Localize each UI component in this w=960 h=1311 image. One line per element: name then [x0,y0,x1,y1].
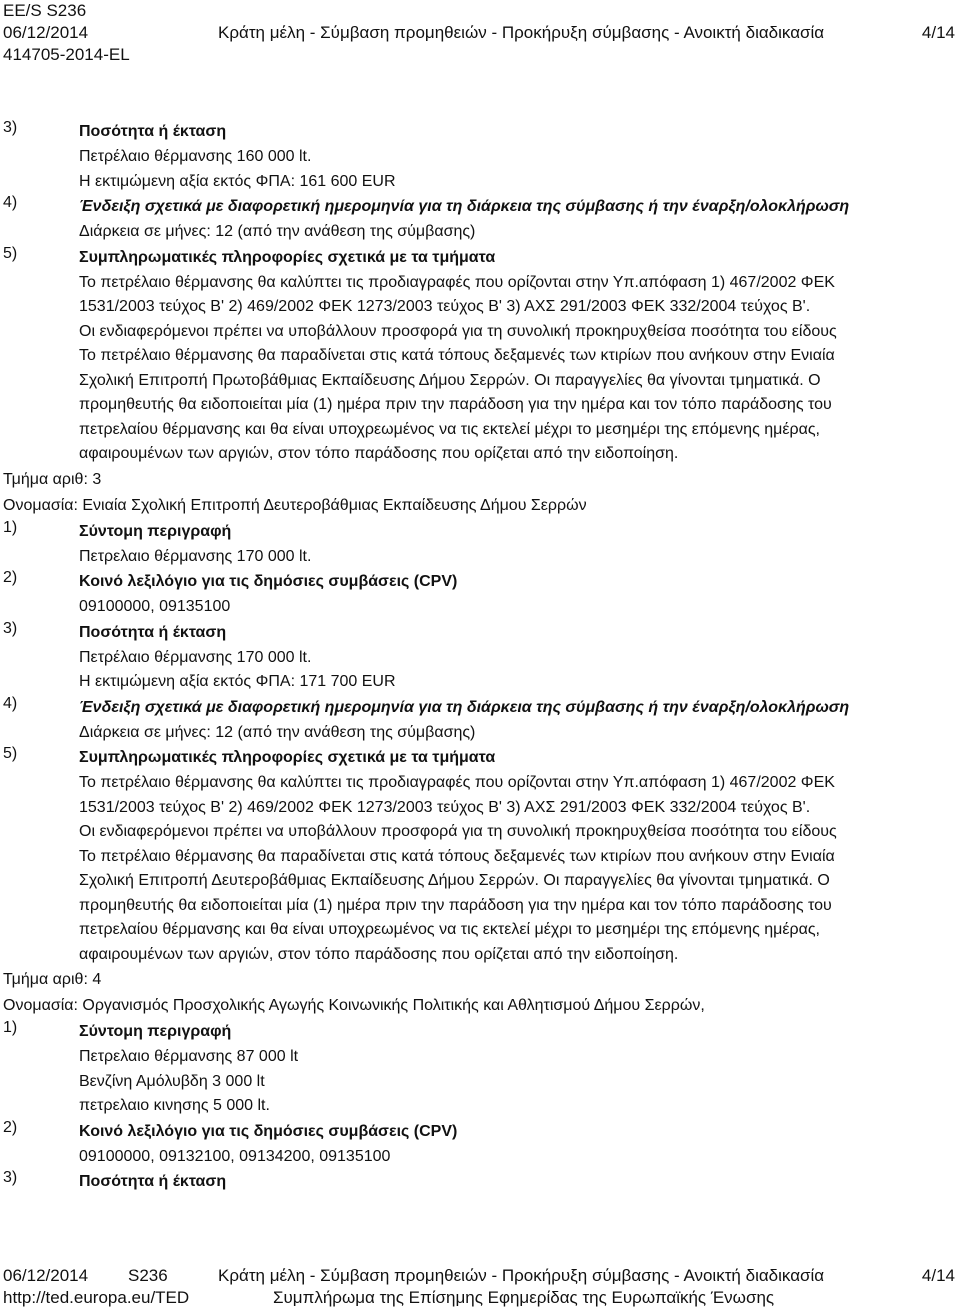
section-line: Το πετρέλαιο θέρμανσης θα καλύπτει τις προδιαγραφές που ορίζονται στην Υπ.απόφαση 1) 467/2002 ΦΕΚ [79,273,835,291]
section-line: Οι ενδιαφερόμενοι πρέπει να υποβάλλουν προσφορά για τη συνολική προκηρυχθείσα ποσότητα του είδους [79,823,837,840]
lot4-quantity-section [3,1169,957,1195]
section-line: 1531/2003 τεύχος Β' 2) 469/2002 ΦΕΚ 1273/2003 τεύχος Β' 3) ΑΧΣ 291/2003 ΦΕΚ 332/2004 τεύχος Β'. [79,798,811,816]
section-title: Ένδειξη σχετικά με διαφορετική ημερομηνία για τη διάρκεια της σύμβασης ή την έναρξη/ολοκλήρωση [79,698,850,716]
section-number: 2) [3,1118,18,1136]
lot3-additional-info-section [3,745,957,967]
header-line-1 [3,0,957,22]
section-line: Το πετρέλαιο θέρμανσης θα παραδίνεται στις κατά τόπους δεξαμενές των κτιρίων που ανήκουν στην Ενιαία [79,847,835,865]
header-title: Κράτη μέλη - Σύμβαση προμηθειών - Προκήρυξη σύμβασης - Ανοικτή διαδικασία [218,23,825,42]
section-title: Ποσότητα ή έκταση [79,623,227,641]
section-number: 5) [3,745,18,762]
lot3-short-description-section [3,519,957,570]
section-line: αφαιρουμένων των αργιών, στον τόπο παράδοσης που ορίζεται από την ειδοποίηση. [79,445,679,462]
section-line: πετρελαίου θέρμανσης και θα είναι υποχρεωμένος να τις εκτελεί μέχρι το μεσημέρι της επόμενης ημέρας, [79,921,820,938]
section-number: 1) [3,1019,18,1036]
lot3-cpv-section [3,569,957,620]
lot2-quantity-section [3,119,957,194]
journal-id: EE/S S236 [3,1,87,20]
section-number: 5) [3,244,18,262]
section-number: 2) [3,569,18,586]
footer-series: S236 [128,1266,168,1285]
header-page-number: 4/14 [921,23,955,42]
notice-reference: 414705-2014-EL [3,45,130,64]
section-line: 09100000, 09135100 [79,598,231,615]
section-number: 3) [3,119,18,136]
footer-title: Κράτη μέλη - Σύμβαση προμηθειών - Προκήρυξη σύμβασης - Ανοικτή διαδικασία [218,1266,825,1285]
section-line: Οι ενδιαφερόμενοι πρέπει να υποβάλλουν προσφορά για τη συνολική προκηρυχθείσα ποσότητα του είδους [79,322,837,340]
section-line: Πετρελαιο θέρμανσης 170 000 lt. [79,547,312,565]
section-line: Σχολική Επιτροπή Πρωτοβάθμιας Εκπαίδευσης Δήμου Σερρών. Οι παραγγελίες θα γίνονται τμηματικά. Ο [79,371,821,389]
section-number: 4) [3,194,18,211]
footer-page-number: 4/14 [921,1266,955,1285]
section-title: Σύντομη περιγραφή [79,1023,232,1040]
lot4-heading: Τμήμα αριθ: 4 [3,971,102,988]
lot2-duration-section [3,194,957,245]
lot3-duration-section [3,695,957,746]
section-line: Πετρέλαιο θέρμανσης 160 000 lt. [79,148,312,165]
lot3-name: Ονομασία: Ενιαία Σχολική Επιτροπή Δευτεροβάθμιας Εκπαίδευσης Δήμου Σερρών [3,496,587,514]
section-title: Κοινό λεξιλόγιο για τις δημόσιες συμβάσεις (CPV) [79,573,458,590]
lot3-quantity-section [3,620,957,695]
section-number: 4) [3,694,18,712]
lot4-short-description-section [3,1019,957,1119]
document-body [3,119,957,1195]
section-number: 1) [3,518,18,536]
header-line-3 [3,44,957,66]
header-date: 06/12/2014 [3,23,89,42]
lot3-heading: Τμήμα αριθ: 3 [3,470,102,488]
section-line: αφαιρουμένων των αργιών, στον τόπο παράδοσης που ορίζεται από την ειδοποίηση. [79,945,679,963]
footer-supplement: Συμπλήρωμα της Επίσημης Εφημερίδας της Ευρωπαϊκής Ένωσης [273,1288,775,1307]
section-title: Συμπληρωματικές πληροφορίες σχετικά με τα τμήματα [79,749,496,766]
lot2-additional-info-section [3,245,957,467]
section-line: Η εκτιμώμενη αξία εκτός ΦΠΑ: 171 700 EUR [79,673,396,690]
page-header [3,0,957,66]
section-line: Το πετρέλαιο θέρμανσης θα καλύπτει τις προδιαγραφές που ορίζονται στην Υπ.απόφαση 1) 467/2002 ΦΕΚ [79,774,835,791]
lot4-cpv-section [3,1119,957,1170]
section-line: Διάρκεια σε μήνες: 12 (από την ανάθεση της σύμβασης) [79,223,476,240]
footer-line-1 [3,1265,957,1287]
section-title: Κοινό λεξιλόγιο για τις δημόσιες συμβάσεις (CPV) [79,1122,458,1140]
section-line: Βενζίνη Αμόλυβδη 3 000 lt [79,1072,265,1090]
section-line: Πετρέλαιο θέρμανσης 170 000 lt. [79,648,312,666]
section-line: Διάρκεια σε μήνες: 12 (από την ανάθεση της σύμβασης) [79,723,476,741]
lot4-name: Ονομασία: Οργανισμός Προσχολικής Αγωγής Κοινωνικής Πολιτικής και Αθλητισμού Δήμου Σερρών, [3,997,705,1014]
section-line: Το πετρέλαιο θέρμανσης θα παραδίνεται στις κατά τόπους δεξαμενές των κτιρίων που ανήκουν στην Ενιαία [79,347,835,364]
section-line: Η εκτιμώμενη αξία εκτός ΦΠΑ: 161 600 EUR [79,172,396,190]
footer-line-2 [3,1287,957,1309]
section-number: 3) [3,1169,18,1186]
header-line-2 [3,22,957,44]
section-title: Συμπληρωματικές πληροφορίες σχετικά με τα τμήματα [79,248,496,266]
page-footer [3,1265,957,1309]
section-line: πετρελαίου θέρμανσης και θα είναι υποχρεωμένος να τις εκτελεί μέχρι το μεσημέρι της επόμενης ημέρας, [79,420,820,438]
section-number: 3) [3,619,18,637]
section-line: Σχολική Επιτροπή Δευτεροβάθμιας Εκπαίδευσης Δήμου Σερρών. Οι παραγγελίες θα γίνονται τμηματικά. Ο [79,872,830,889]
ted-link[interactable]: http://ted.europa.eu/TED [3,1288,190,1307]
section-title: Σύντομη περιγραφή [79,522,232,540]
section-title: Ποσότητα ή έκταση [79,1173,227,1190]
section-line: Πετρελαιο θέρμανσης 87 000 lt [79,1048,299,1065]
section-title: Ένδειξη σχετικά με διαφορετική ημερομηνία για τη διάρκεια της σύμβασης ή την έναρξη/ολοκλήρωση [79,198,850,215]
section-line: 09100000, 09132100, 09134200, 09135100 [79,1147,391,1165]
section-line: 1531/2003 τεύχος Β' 2) 469/2002 ΦΕΚ 1273/2003 τεύχος Β' 3) ΑΧΣ 291/2003 ΦΕΚ 332/2004 τεύχος Β'. [79,298,811,315]
section-line: προμηθευτής θα ειδοποιείται μία (1) ημέρα πριν την παράδοση για την ημέρα και τον τόπο παράδοσης του [79,396,832,413]
section-line: προμηθευτής θα ειδοποιείται μία (1) ημέρα πριν την παράδοση για την ημέρα και τον τόπο παράδοσης του [79,896,832,914]
section-title: Ποσότητα ή έκταση [79,123,227,140]
section-line: πετρελαιο κινησης 5 000 lt. [79,1097,270,1114]
footer-date: 06/12/2014 [3,1266,89,1285]
